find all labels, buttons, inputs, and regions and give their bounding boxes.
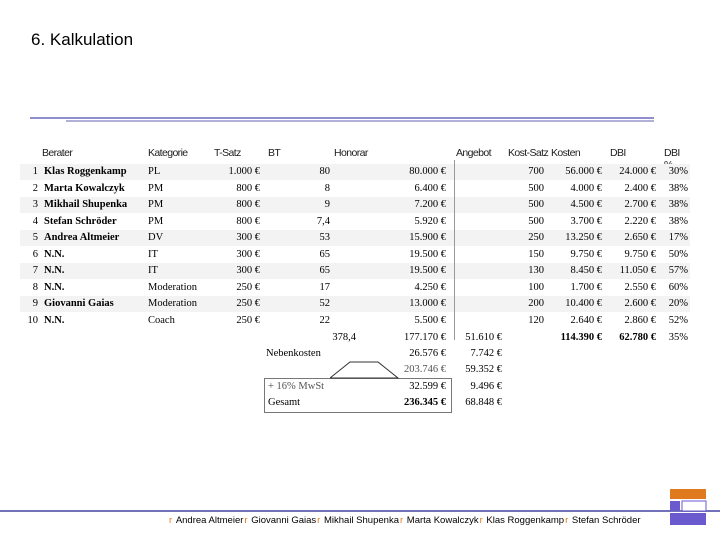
page-title: 6. Kalkulation — [31, 30, 134, 49]
cell-bt: 22 — [319, 314, 330, 326]
header-berater: Berater — [42, 147, 73, 159]
table-row — [20, 296, 690, 312]
cell-db: 11.050 € — [619, 265, 656, 276]
cell-db: 2.550 € — [624, 281, 656, 293]
cell-dbpct: 50% — [668, 248, 688, 260]
arrow-shape — [330, 360, 410, 382]
footer-name: Marta Kowalczyk — [406, 515, 479, 526]
cell-bt: 52 — [319, 298, 330, 309]
cell-kat: IT — [148, 265, 158, 276]
table-row — [20, 280, 690, 296]
cell-bt: 65 — [319, 265, 330, 276]
cell-kat: IT — [148, 248, 158, 260]
cell-name: Marta Kowalczyk — [44, 182, 125, 194]
footer-separator: r — [317, 515, 323, 526]
table-row — [20, 181, 690, 197]
cell-kostsatz: 250 — [528, 232, 544, 243]
cell-tsatz: 800 € — [236, 215, 260, 227]
table-row — [20, 263, 690, 279]
cell-kosten: 10.400 € — [565, 298, 602, 309]
cell-honorar: 19.500 € — [409, 265, 446, 276]
cell-bt: 17 — [319, 281, 330, 293]
cell-db: 2.220 € — [624, 215, 656, 227]
cell-kostsatz: 200 — [528, 298, 544, 309]
total-angebot: 51.610 € — [465, 332, 502, 343]
cell-nr: 10 — [27, 314, 38, 326]
cell-name: Mikhail Shupenka — [44, 199, 128, 210]
cell-kosten: 3.700 € — [570, 215, 602, 227]
total-dbpct: 35% — [668, 332, 688, 343]
cell-name: N.N. — [44, 248, 65, 260]
table-row — [20, 313, 690, 329]
cell-name: Stefan Schröder — [44, 215, 117, 227]
footer-name: Stefan Schröder — [571, 515, 641, 526]
calculation-table — [20, 142, 690, 442]
cell-nr: 7 — [32, 265, 38, 276]
cell-nr: 2 — [32, 182, 38, 194]
cell-honorar: 19.500 € — [409, 248, 446, 260]
gesamt-label: Gesamt — [268, 397, 301, 408]
cell-dbpct: 30% — [668, 166, 688, 177]
cell-kosten: 4.500 € — [570, 199, 602, 210]
header-dbpct: DBI — [664, 147, 680, 159]
cell-honorar: 5.500 € — [414, 314, 446, 326]
cell-tsatz: 800 € — [236, 199, 260, 210]
cell-kat: PM — [148, 182, 164, 194]
cell-kat: Moderation — [148, 298, 197, 309]
table-row — [20, 164, 690, 180]
header-kostsatz: Kost-Satz — [508, 147, 549, 159]
cell-dbpct: 38% — [668, 215, 688, 227]
cell-name: N.N. — [44, 281, 65, 293]
footer-name: Klas Roggenkamp — [486, 515, 565, 526]
cell-kat: Coach — [148, 314, 175, 326]
cell-nr: 4 — [32, 215, 38, 227]
cell-nr: 8 — [32, 281, 38, 293]
cell-bt: 8 — [324, 182, 330, 194]
header-rule-secondary — [66, 120, 654, 122]
footer-separator: r — [399, 515, 406, 526]
cell-kat: DV — [148, 232, 164, 243]
footer-rule — [0, 510, 720, 512]
gesamt-honorar: 236.345 € — [404, 397, 446, 408]
cell-db: 2.700 € — [624, 199, 656, 210]
total-db: 62.780 € — [619, 332, 656, 343]
cell-db: 2.860 € — [624, 314, 656, 326]
cell-dbpct: 57% — [668, 265, 688, 276]
footer-names — [168, 515, 641, 526]
cell-kostsatz: 150 — [528, 248, 544, 260]
cell-bt: 7,4 — [316, 215, 330, 227]
cell-kosten: 1.700 € — [570, 281, 602, 293]
cell-honorar: 80.000 € — [409, 166, 446, 177]
cell-db: 2.650 € — [624, 232, 656, 243]
cell-kat: PM — [148, 199, 164, 210]
cell-dbpct: 52% — [668, 314, 688, 326]
table-row — [20, 214, 690, 230]
header-db: DBI — [610, 147, 626, 159]
subtotal-honorar: 203.746 € — [404, 364, 446, 375]
header-kategorie: Kategorie — [148, 147, 188, 159]
nebenkosten-honorar: 26.576 € — [409, 348, 446, 359]
cell-nr: 5 — [32, 232, 38, 243]
cell-db: 9.750 € — [624, 248, 656, 260]
cell-honorar: 15.900 € — [409, 232, 446, 243]
cell-bt: 9 — [324, 199, 330, 210]
cell-kosten: 2.640 € — [570, 314, 602, 326]
total-honorar: 177.170 € — [404, 332, 446, 343]
cell-nr: 3 — [32, 199, 38, 210]
cell-db: 2.400 € — [624, 182, 656, 194]
mwst-honorar: 32.599 € — [409, 381, 446, 392]
cell-kat: PM — [148, 215, 164, 227]
cell-db: 2.600 € — [624, 298, 656, 309]
footer-name: Andrea Altmeier — [175, 515, 244, 526]
cell-dbpct: 38% — [668, 182, 688, 194]
header-rule — [30, 117, 654, 119]
cell-dbpct: 60% — [668, 281, 688, 293]
table-row — [20, 247, 690, 263]
cell-honorar: 6.400 € — [414, 182, 446, 194]
header-kosten: Kosten — [551, 147, 581, 159]
cell-tsatz: 1.000 € — [228, 166, 260, 177]
cell-tsatz: 300 € — [236, 232, 260, 243]
cell-kat: PL — [148, 166, 161, 177]
footer-separator: r — [479, 515, 486, 526]
header-bt: BT — [268, 147, 281, 159]
footer-name: Giovanni Gaias — [251, 515, 317, 526]
cell-tsatz: 300 € — [236, 265, 260, 276]
cell-tsatz: 250 € — [236, 314, 260, 326]
cell-dbpct: 38% — [668, 199, 688, 210]
cell-bt: 65 — [319, 248, 330, 260]
table-row — [20, 197, 690, 213]
column-divider — [454, 160, 455, 340]
cell-kostsatz: 100 — [528, 281, 544, 293]
cell-nr: 1 — [32, 166, 38, 177]
footer-name: Mikhail Shupenka — [323, 515, 399, 526]
cell-kosten: 8.450 € — [570, 265, 602, 276]
cell-kosten: 13.250 € — [565, 232, 602, 243]
nebenkosten-angebot: 7.742 € — [470, 348, 502, 359]
cell-kostsatz: 500 — [528, 182, 544, 194]
cell-name: Giovanni Gaias — [44, 298, 114, 309]
nebenkosten-label: Nebenkosten — [266, 348, 321, 359]
cell-dbpct: 20% — [668, 298, 688, 309]
footer-separator: r — [244, 515, 251, 526]
cell-name: N.N. — [44, 314, 65, 326]
cell-bt: 53 — [319, 232, 330, 243]
mwst-angebot: 9.496 € — [470, 381, 502, 392]
cell-tsatz: 250 € — [236, 298, 260, 309]
table-row — [20, 230, 690, 246]
cell-tsatz: 250 € — [236, 281, 260, 293]
cell-dbpct: 17% — [668, 232, 688, 243]
header-angebot: Angebot — [456, 147, 491, 159]
cell-kosten: 56.000 € — [565, 166, 602, 177]
subtotal-angebot: 59.352 € — [465, 364, 502, 375]
header-tsatz: T-Satz — [214, 147, 241, 159]
total-kosten: 114.390 € — [560, 332, 602, 343]
cell-name: Klas Roggenkamp — [44, 166, 127, 177]
cell-name: N.N. — [44, 265, 65, 276]
cell-kostsatz: 500 — [528, 215, 544, 227]
cell-nr: 6 — [32, 248, 38, 260]
footer-separator: r — [565, 515, 571, 526]
cell-nr: 9 — [32, 298, 38, 309]
cell-honorar: 13.000 € — [409, 298, 446, 309]
cell-kostsatz: 130 — [528, 265, 544, 276]
cell-honorar: 4.250 € — [414, 281, 446, 293]
cell-kat: Moderation — [148, 281, 197, 293]
cell-tsatz: 800 € — [236, 182, 260, 194]
cell-bt: 80 — [319, 166, 330, 177]
cell-kostsatz: 500 — [528, 199, 544, 210]
mwst-label: + 16% MwSt — [268, 381, 325, 392]
header-honorar: Honorar — [334, 147, 368, 159]
cell-db: 24.000 € — [619, 166, 656, 177]
cell-kostsatz: 120 — [528, 314, 544, 326]
cell-tsatz: 300 € — [236, 248, 260, 260]
cell-kosten: 9.750 € — [570, 248, 602, 260]
footer-separator: r — [169, 515, 175, 526]
cell-honorar: 7.200 € — [414, 199, 446, 210]
cell-kosten: 4.000 € — [570, 182, 602, 194]
total-bt: 378,4 — [332, 332, 356, 343]
cell-name: Andrea Altmeier — [44, 232, 120, 243]
cell-kostsatz: 700 — [528, 166, 544, 177]
cell-honorar: 5.920 € — [414, 215, 446, 227]
gesamt-angebot: 68.848 € — [465, 397, 502, 408]
company-logo — [668, 487, 708, 527]
